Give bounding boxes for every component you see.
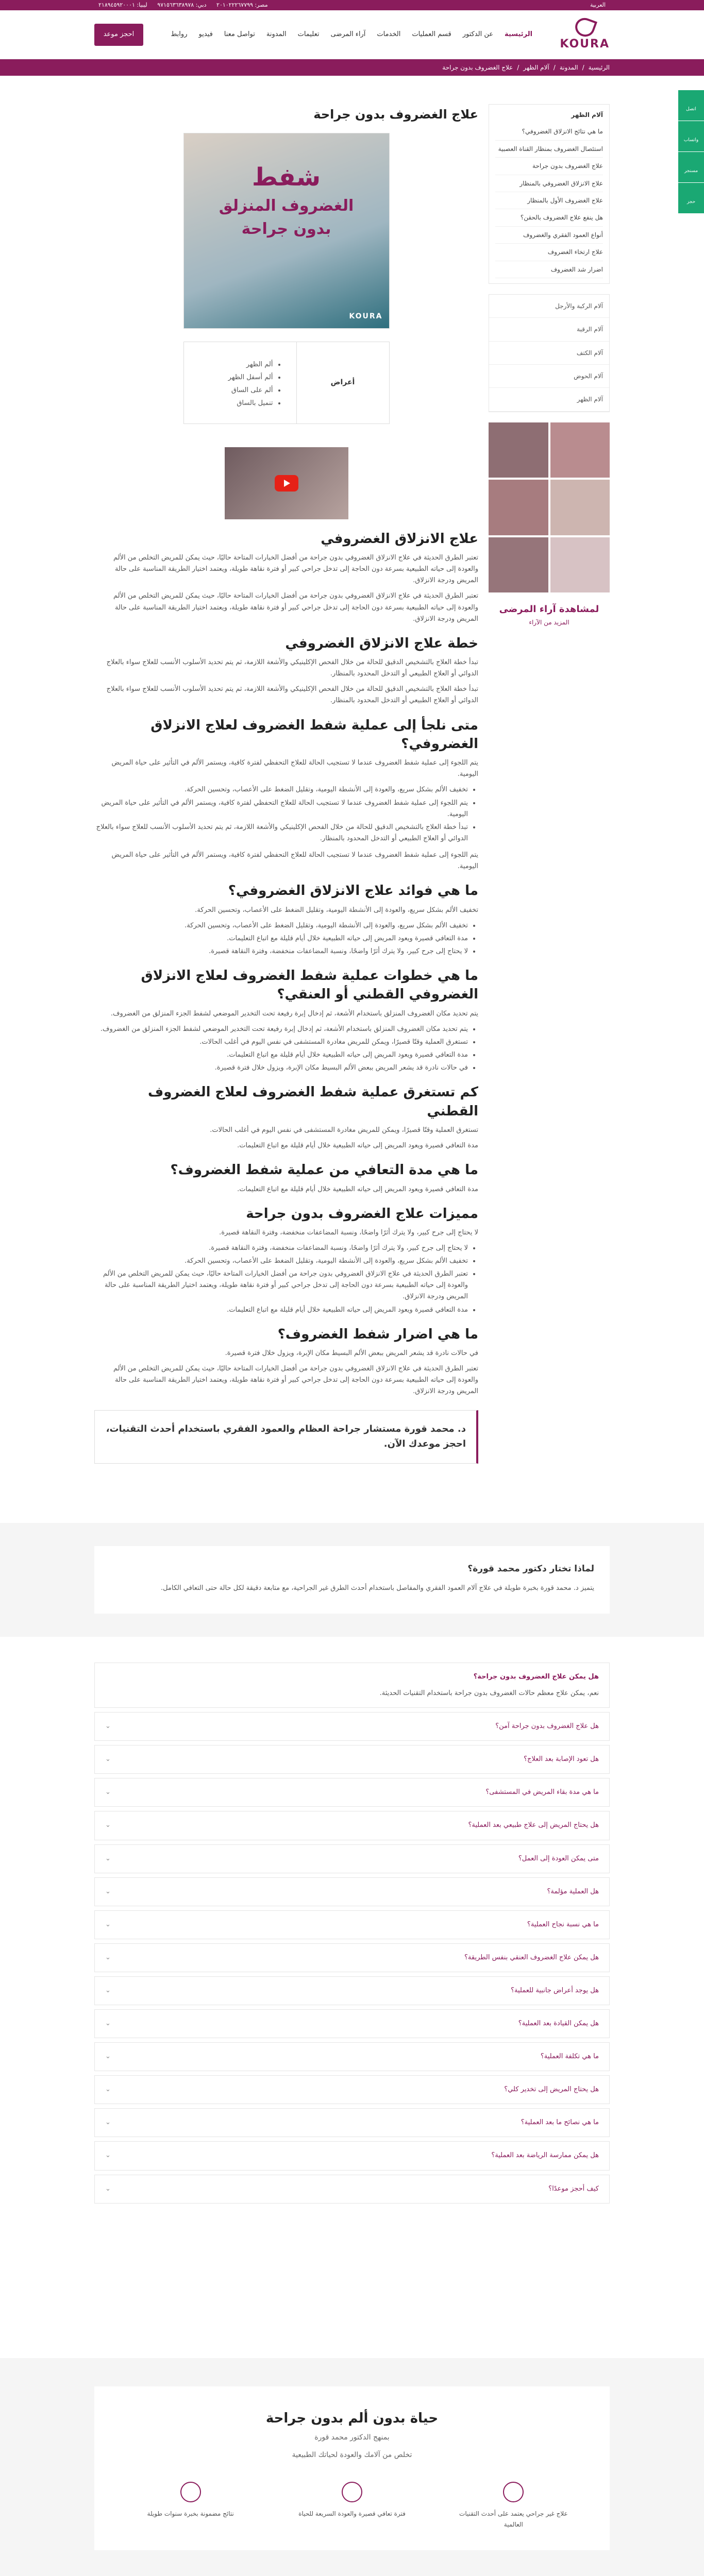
section-text: يتم اللجوء إلى عملية شفط الغضروف عندما لا تستجيب الحالة للعلاج التحفظي لفترة كافية، ويستمر الألم في التأثير على حياة المريض اليومية.	[111, 759, 478, 778]
faq-item[interactable]: هل يوجد أعراض جانبية للعملية؟ ⌄	[94, 1976, 610, 2005]
section-text: مدة التعافي قصيرة ويعود المريض إلى حياته الطبيعية خلال أيام قليلة مع اتباع التعليمات.	[237, 1142, 478, 1150]
chevron-down-icon: ⌄	[105, 2053, 111, 2061]
booking-button[interactable]: حجز	[678, 183, 704, 214]
chevron-down-icon: ⌄	[105, 2151, 111, 2160]
section-heading: ما هي خطوات عملية شفط الغضروف لعلاج الانزلاق الغضروفي القطني أو العنقي؟	[141, 968, 478, 1003]
toc-item[interactable]: ما هي نتائج الانزلاق الغضروفي؟	[495, 123, 603, 140]
chevron-down-icon: ⌄	[105, 1821, 111, 1829]
whatsapp-button[interactable]: واتساب	[678, 121, 704, 152]
messenger-button[interactable]: مسنجر	[678, 152, 704, 183]
patient-photo	[550, 480, 610, 535]
chevron-down-icon: ⌄	[105, 1722, 111, 1731]
toc-item[interactable]: علاج الغضروف الأول بالمنظار	[495, 192, 603, 209]
section-text: في حالات نادرة قد يشعر المريض ببعض الألم البسيط مكان الإبرة، ويزول خلال فترة قصيرة.	[225, 1349, 478, 1358]
chevron-down-icon: ⌄	[105, 1887, 111, 1895]
section-text: مدة التعافي قصيرة ويعود المريض إلى حياته الطبيعية خلال أيام قليلة مع اتباع التعليمات.	[237, 1185, 478, 1193]
faq-item[interactable]: هل يحتاج المريض إلى علاج طبيعي بعد العملية؟ ⌄	[94, 1811, 610, 1840]
patient-photo	[489, 537, 548, 592]
chevron-down-icon: ⌄	[105, 1953, 111, 1961]
bullet-list: • تخفيف الألم بشكل سريع، والعودة إلى الأنشطة اليومية، وتقليل الضغط على الأعصاب، وتحسين الحركة. • يتم اللجوء إلى عملية شفط الغضروف عندما لا تستجيب الحالة للعلاج التحفظي لفترة كافية، ويستمر الألم في التأثير على حياة المريض اليومية. • تبدأ خطة العلاج بالتشخيص الدقيق للحالة من خلال الفحص الإكلينيكي والأشعة اللازمة، ثم يتم تحديد الأسلوب الأنسب للعلاج سواء بالعلاج الدوائي أو العلاج الطبيعي أو التدخل المحدود بالمنظار.	[94, 784, 478, 844]
section-heading: كم تستغرق عملية شفط الغضروف لعلاج الغضروف القطني	[148, 1084, 478, 1119]
nav-reviews[interactable]: آراء المرضى	[330, 30, 366, 39]
patient-photo	[489, 480, 548, 535]
section-text: تستغرق العملية وقتًا قصيرًا، ويمكن للمريض مغادرة المستشفى في نفس اليوم في أغلب الحالات.	[210, 1126, 478, 1134]
breadcrumb-current: علاج الغضروف بدون جراحة	[442, 63, 513, 71]
patient-photo	[489, 422, 548, 478]
section-text: تبدأ خطة العلاج بالتشخيص الدقيق للحالة من خلال الفحص الإكلينيكي والأشعة اللازمة، ثم يتم تحديد الأسلوب الأنسب للعلاج سواء بالعلاج الدوائي أو العلاج الطبيعي أو التدخل المحدود بالمنظار.	[106, 685, 478, 705]
section-heading: خطة علاج الانزلاق الغضروفي	[285, 635, 478, 651]
hero-image: شفط الغضروف المنزلق بدون جراحة KOURA	[183, 133, 390, 329]
feature-icon	[180, 2482, 201, 2502]
floating-contact-bar	[678, 90, 704, 214]
phone-egypt[interactable]: مصر: ٢٠١٠٢٢٢٦٧٧٩٩	[216, 1, 268, 8]
category-item[interactable]: آلام الحوض	[489, 365, 609, 388]
patient-photo	[550, 537, 610, 592]
language-switch[interactable]: العربية	[590, 1, 606, 8]
toc-item[interactable]: أنواع العمود الفقري والغضروف	[495, 227, 603, 244]
section-text: تعتبر الطرق الحديثة في علاج الانزلاق الغضروفي بدون جراحة من أفضل الخيارات المتاحة حاليًا، حيث يمكن للمريض التخلص من الألم والعودة إلى حياته الطبيعية بسرعة دون الحاجة إلى تدخل جراحي كبير أو فترة نقاهة طويلة، ويعتمد اختيار الطريقة المناسبة على حالة المريض ودرجة الانزلاق.	[113, 1365, 478, 1396]
faq-item[interactable]: متى يمكن العودة إلى العمل؟ ⌄	[94, 1844, 610, 1873]
site-logo[interactable]: KOURA	[560, 16, 610, 54]
faq-item[interactable]: هل علاج الغضروف بدون جراحة آمن؟ ⌄	[94, 1712, 610, 1741]
call-button[interactable]: اتصل	[678, 90, 704, 121]
nav-blog[interactable]: المدونة	[266, 30, 287, 39]
nav-instructions[interactable]: تعليمات	[297, 30, 320, 39]
play-icon[interactable]	[275, 475, 298, 492]
symptoms-table	[183, 342, 390, 424]
feature-card: علاج غير جراحي يعتمد على أحدث التقنيات العالمية	[454, 2482, 573, 2530]
bullet-list: • تخفيف الألم بشكل سريع، والعودة إلى الأنشطة اليومية، وتقليل الضغط على الأعصاب، وتحسين الحركة. • مدة التعافي قصيرة ويعود المريض إلى حياته الطبيعية خلال أيام قليلة مع اتباع التعليمات. • لا يحتاج إلى جرح كبير، ولا يترك أثرًا واضحًا، ونسبة المضاعفات منخفضة، وفترة النقاهة قصيرة.	[94, 920, 478, 957]
table-of-contents	[489, 104, 610, 284]
chevron-down-icon: ⌄	[105, 2086, 111, 2094]
faq-item[interactable]: ما هي نسبة نجاح العملية؟ ⌄	[94, 1910, 610, 1939]
section-text: لا يحتاج إلى جرح كبير، ولا يترك أثرًا واضحًا، ونسبة المضاعفات منخفضة، وفترة النقاهة قصيرة.	[219, 1229, 478, 1236]
life-title: حياة بدون ألم بدون جراحة	[265, 2410, 439, 2426]
section-heading: ما هي مدة التعافي من عملية شفط الغضروف؟	[170, 1162, 478, 1178]
bullet-list: • يتم تحديد مكان الغضروف المنزلق باستخدام الأشعة، ثم إدخال إبرة رفيعة تحت التخدير الموضعي لشفط الجزء المنزلق من الغضروف. • تستغرق العملية وقتًا قصيرًا، ويمكن للمريض مغادرة المستشفى في نفس اليوم في أغلب الحالات. • مدة التعافي قصيرة ويعود المريض إلى حياته الطبيعية خلال أيام قليلة مع اتباع التعليمات. • في حالات نادرة قد يشعر المريض ببعض الألم البسيط مكان الإبرة، ويزول خلال فترة قصيرة.	[94, 1024, 478, 1074]
faq-item[interactable]: ما هي تكلفة العملية؟ ⌄	[94, 2042, 610, 2071]
toc-item[interactable]: علاج الغضروف بدون جراحة	[495, 158, 603, 175]
nav-links[interactable]: روابط	[171, 30, 188, 39]
chevron-down-icon: ⌄	[105, 2119, 111, 2127]
section-text: تخفيف الألم بشكل سريع، والعودة إلى الأنشطة اليومية، وتقليل الضغط على الأعصاب، وتحسين الحركة.	[195, 906, 478, 914]
logo-icon	[573, 16, 597, 35]
chevron-down-icon: ⌄	[105, 1986, 111, 1994]
faq-item[interactable]: ما هي مدة بقاء المريض في المستشفى؟ ⌄	[94, 1778, 610, 1807]
toc-item[interactable]: علاج الانزلاق الغضروفي بالمنظار	[495, 175, 603, 192]
patient-photo	[550, 422, 610, 478]
bullet-list: • لا يحتاج إلى جرح كبير، ولا يترك أثرًا واضحًا، ونسبة المضاعفات منخفضة، وفترة النقاهة قصيرة. • تخفيف الألم بشكل سريع، والعودة إلى الأنشطة اليومية، وتقليل الضغط على الأعصاب، وتحسين الحركة. • تعتبر الطرق الحديثة في علاج الانزلاق الغضروفي بدون جراحة من أفضل الخيارات المتاحة حاليًا، حيث يمكن للمريض التخلص من الألم والعودة إلى حياته الطبيعية بسرعة دون الحاجة إلى تدخل جراحي كبير أو فترة نقاهة طويلة، ويعتمد اختيار الطريقة المناسبة على حالة المريض ودرجة الانزلاق. • مدة التعافي قصيرة ويعود المريض إلى حياته الطبيعية خلال أيام قليلة مع اتباع التعليمات.	[94, 1243, 478, 1316]
toc-item[interactable]: علاج ارتخاء الغضروف	[495, 244, 603, 261]
section-heading: ما هي اضرار شفط الغضروف؟	[277, 1326, 478, 1342]
section-text: تعتبر الطرق الحديثة في علاج الانزلاق الغضروفي بدون جراحة من أفضل الخيارات المتاحة حاليًا، حيث يمكن للمريض التخلص من الألم والعودة إلى حياته الطبيعية بسرعة دون الحاجة إلى تدخل جراحي كبير أو فترة نقاهة طويلة، ويعتمد اختيار الطريقة المناسبة على حالة المريض ودرجة الانزلاق.	[113, 592, 478, 623]
patient-photos[interactable]	[489, 422, 610, 592]
faq-item[interactable]: هل يمكن القيادة بعد العملية؟ ⌄	[94, 2009, 610, 2038]
category-list	[489, 294, 610, 412]
faq-answer: نعم، يمكن علاج معظم حالات الغضروف بدون جراحة باستخدام التقنيات الحديثة.	[379, 1689, 599, 1698]
nav-video[interactable]: فيديو	[198, 30, 213, 39]
nav-about[interactable]: عن الدكتور	[462, 30, 494, 39]
video-player[interactable]	[225, 447, 348, 519]
feature-icon	[503, 2482, 524, 2502]
nav-home[interactable]: الرئيسية	[505, 30, 533, 39]
main-nav	[171, 29, 532, 40]
reviews-more-link[interactable]: المزيد من الآراء	[529, 619, 569, 626]
life-subtitle: بمنهج الدكتور محمد قورة	[314, 2433, 390, 2442]
toc-title: آلام الظهر	[571, 111, 603, 118]
page-title: علاج الغضروف بدون جراحة	[313, 107, 478, 122]
top-bar	[0, 0, 704, 10]
faq-item[interactable]: هل العملية مؤلمة؟ ⌄	[94, 1877, 610, 1906]
phone-libya[interactable]: ليبيا: ٢١٨٩٤٥٩٢٠٠٠١	[98, 1, 147, 8]
chevron-down-icon: ⌄	[105, 1788, 111, 1797]
nav-operations[interactable]: قسم العمليات	[412, 30, 451, 39]
faq-question[interactable]: هل يمكن علاج الغضروف بدون جراحة؟	[473, 1673, 599, 1681]
chevron-down-icon: ⌄	[105, 1755, 111, 1764]
faq-item[interactable]: هل تعود الإصابة بعد العلاج؟ ⌄	[94, 1745, 610, 1774]
why-text: يتميز د. محمد قورة بخبرة طويلة في علاج آلام العمود الفقري والمفاصل باستخدام أحدث الطرق غير الجراحية، مع متابعة دقيقة لكل حالة حتى التعافي الكامل.	[160, 1584, 594, 1592]
section-heading: علاج الانزلاق الغضروفي	[321, 531, 478, 547]
breadcrumb-category[interactable]: آلام الظهر	[523, 63, 549, 71]
breadcrumb-home[interactable]: الرئيسية	[588, 63, 610, 71]
cta-box[interactable]: د. محمد قورة مستشار جراحة العظام والعمود الفقري باستخدام أحدث التقنيات، احجز موعدك الآن.	[94, 1410, 478, 1464]
sidebar	[489, 104, 610, 628]
section-text: تبدأ خطة العلاج بالتشخيص الدقيق للحالة من خلال الفحص الإكلينيكي والأشعة اللازمة، ثم يتم تحديد الأسلوب الأنسب للعلاج سواء بالعلاج الدوائي أو العلاج الطبيعي أو التدخل المحدود بالمنظار.	[106, 658, 478, 678]
nav-contact[interactable]: تواصل معنا	[224, 30, 255, 39]
faq-item-open[interactable]	[94, 1663, 610, 1708]
life-line: تخلص من آلامك والعودة لحياتك الطبيعية	[292, 2450, 412, 2459]
why-section	[0, 1523, 704, 1637]
feature-card: فترة تعافي قصيرة والعودة السريعة للحياة	[293, 2482, 411, 2530]
section-heading: ما هي فوائد علاج الانزلاق الغضروفي؟	[228, 883, 478, 899]
feature-icon	[342, 2482, 362, 2502]
section-text: يتم تحديد مكان الغضروف المنزلق باستخدام الأشعة، ثم إدخال إبرة رفيعة تحت التخدير الموضعي لشفط الجزء المنزلق من الغضروف.	[110, 1009, 478, 1018]
category-item[interactable]: آلام الركبة والأرجل	[489, 295, 609, 318]
book-appointment-button[interactable]: احجز موعد	[94, 24, 143, 45]
faq-item[interactable]: كيف أحجز موعدًا؟ ⌄	[94, 2175, 610, 2204]
breadcrumb-blog[interactable]: المدونة	[559, 63, 578, 71]
faq-item[interactable]: هل يمكن علاج الغضروف العنقي بنفس الطريقة؟ ⌄	[94, 1943, 610, 1972]
chevron-down-icon: ⌄	[105, 2020, 111, 2028]
faq-item[interactable]: ما هي نصائح ما بعد العملية؟ ⌄	[94, 2108, 610, 2137]
chevron-down-icon: ⌄	[105, 2184, 111, 2193]
toc-item[interactable]: هل ينفع علاج الغضروف بالحقن؟	[495, 209, 603, 226]
section-heading: متى نلجأ إلى عملية شفط الغضروف لعلاج الانزلاق الغضروفي؟	[150, 717, 478, 752]
category-item[interactable]: آلام الكتف	[489, 342, 609, 365]
symptom-item: • ألم أسفل الظهر	[197, 372, 273, 383]
article	[94, 104, 478, 1477]
category-item[interactable]: آلام الرقبة	[489, 318, 609, 341]
life-section	[0, 2358, 704, 2576]
symptom-item: • ألم على الساق	[197, 385, 273, 396]
reviews-heading[interactable]: لمشاهدة آراء المرضى	[499, 603, 599, 615]
toc-item[interactable]: اضرار شد الغضروف	[495, 261, 603, 278]
chevron-down-icon: ⌄	[105, 1854, 111, 1862]
chevron-down-icon: ⌄	[105, 1920, 111, 1928]
symptoms-heading: أعراض	[296, 342, 389, 423]
why-title: لماذا تختار دكتور محمد قورة؟	[467, 1564, 594, 1574]
breadcrumb: الرئيسية / المدونة / آلام الظهر / علاج الغضروف بدون جراحة	[0, 59, 704, 76]
faq-item[interactable]: هل يحتاج المريض إلى تخدير كلي؟ ⌄	[94, 2075, 610, 2104]
feature-card: نتائج مضمونة بخبرة سنوات طويلة	[131, 2482, 250, 2530]
symptom-item: • ألم الظهر	[197, 359, 273, 370]
category-item[interactable]: آلام الظهر	[489, 388, 609, 411]
symptom-item: • تنميل بالساق	[197, 398, 273, 409]
section-text: تعتبر الطرق الحديثة في علاج الانزلاق الغضروفي بدون جراحة من أفضل الخيارات المتاحة حاليًا، حيث يمكن للمريض التخلص من الألم والعودة إلى حياته الطبيعية بسرعة دون الحاجة إلى تدخل جراحي كبير أو فترة نقاهة طويلة، ويعتمد اختيار الطريقة المناسبة على حالة المريض ودرجة الانزلاق.	[113, 554, 478, 585]
symptoms-list	[197, 359, 283, 409]
section-text: يتم اللجوء إلى عملية شفط الغضروف عندما لا تستجيب الحالة للعلاج التحفظي لفترة كافية، ويستمر الألم في التأثير على حياة المريض اليومية.	[111, 851, 478, 871]
faq-item[interactable]: هل يمكن ممارسة الرياضة بعد العملية؟ ⌄	[94, 2141, 610, 2170]
site-header	[0, 10, 704, 59]
section-heading: مميزات علاج الغضروف بدون جراحة	[246, 1206, 478, 1222]
faq-section	[94, 1663, 610, 2204]
phone-dubai[interactable]: دبي: ٩٧١٥٦٣٦٣٨٩٧٨	[157, 1, 207, 8]
nav-services[interactable]: الخدمات	[377, 30, 401, 39]
toc-item[interactable]: استئصال الغضروف بمنظار القناة العصبية	[495, 141, 603, 158]
